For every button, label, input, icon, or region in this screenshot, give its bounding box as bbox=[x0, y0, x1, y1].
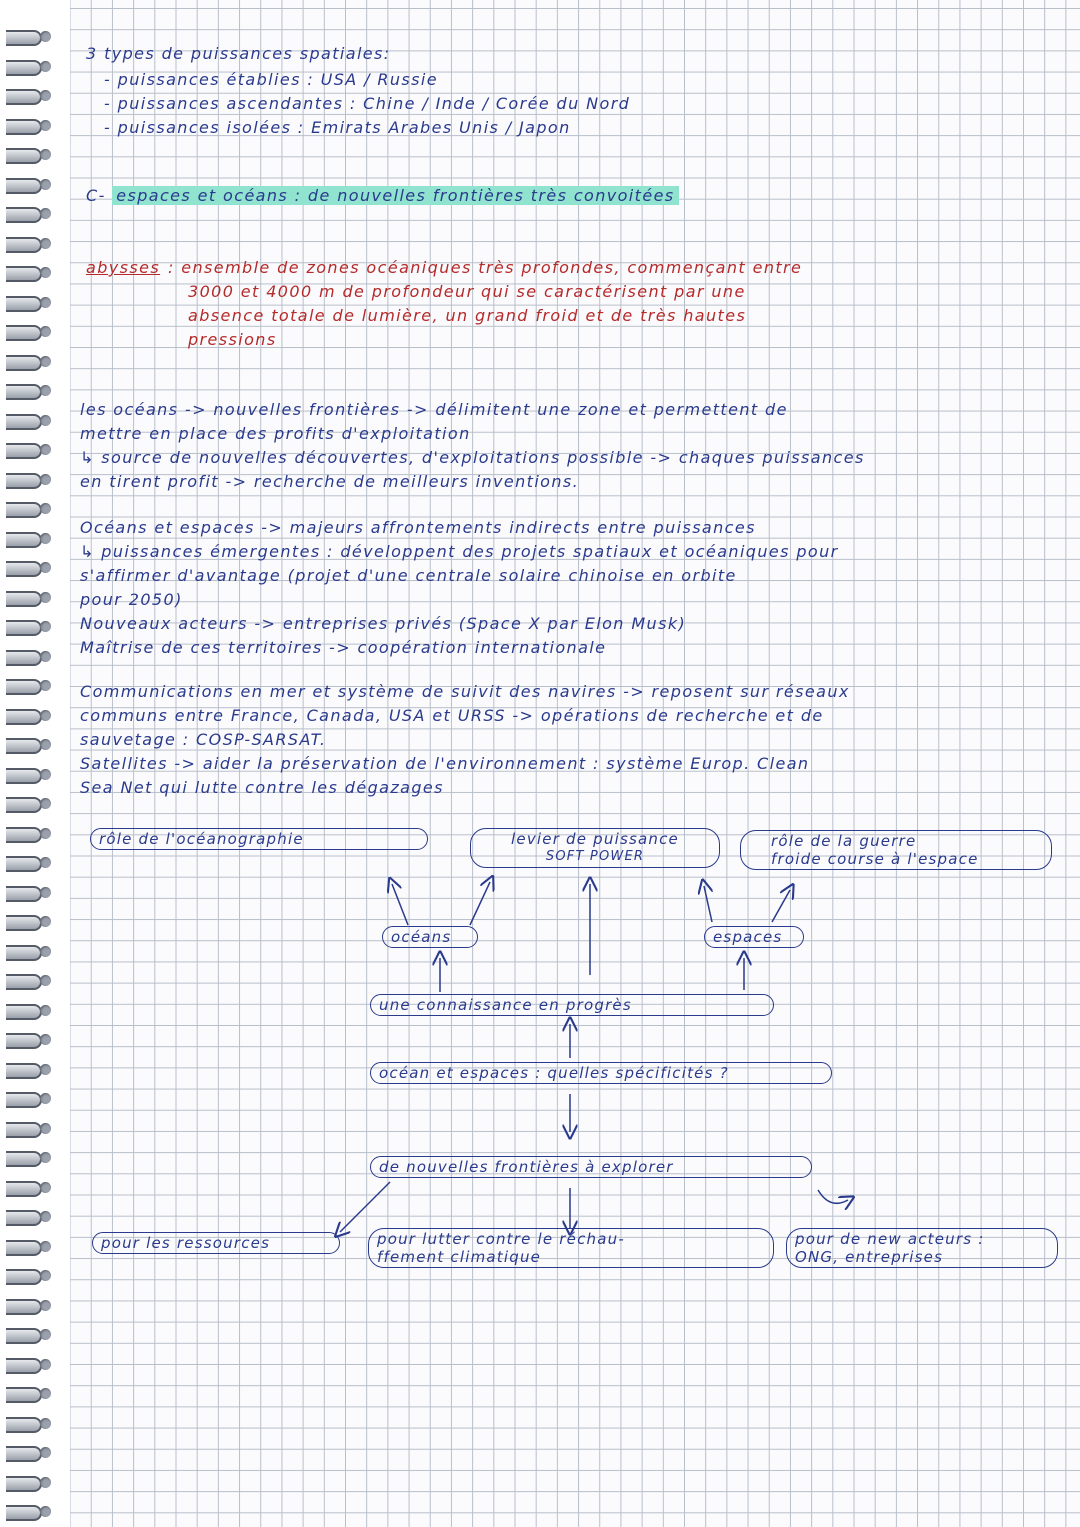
paragraph-line: pour 2050) bbox=[80, 590, 183, 609]
oceanographie-node: rôle de l'océanographie bbox=[90, 828, 428, 850]
specificites-node: océan et espaces : quelles spécificités ? bbox=[370, 1062, 832, 1084]
paragraph-line: en tirent profit -> recherche de meilleurs inventions. bbox=[80, 472, 580, 491]
definition-line: pressions bbox=[188, 330, 277, 349]
soft-power-label: SOFT POWER bbox=[545, 849, 645, 864]
paragraph-line: Nouveaux acteurs -> entreprises privés (Space X par Elon Musk) bbox=[80, 614, 687, 633]
types-item: - puissances ascendantes : Chine / Inde / Corée du Nord bbox=[104, 94, 631, 113]
paragraph-line: ↳ puissances émergentes : développent des projets spatiaux et océaniques pour bbox=[80, 542, 839, 561]
definition-line: : ensemble de zones océaniques très profondes, commençant entre bbox=[168, 258, 803, 277]
acteurs-line: pour de new acteurs : bbox=[795, 1230, 985, 1248]
climat-line: ffement climatique bbox=[377, 1248, 542, 1266]
section-prefix: C- bbox=[86, 186, 106, 205]
arrow bbox=[470, 882, 490, 925]
connaissance-node: une connaissance en progrès bbox=[370, 994, 774, 1016]
section-title: espaces et océans : de nouvelles frontières très convoitées bbox=[112, 186, 678, 205]
climat-node bbox=[368, 1228, 774, 1268]
paragraph-line: s'affirmer d'avantage (projet d'une centrale solaire chinoise en orbite bbox=[80, 566, 737, 585]
types-title: 3 types de puissances spatiales: bbox=[86, 44, 391, 63]
paragraph-line: communs entre France, Canada, USA et URSS -> opérations de recherche et de bbox=[80, 706, 824, 725]
paragraph-line: les océans -> nouvelles frontières -> délimitent une zone et permettent de bbox=[80, 400, 788, 419]
definition-term: abysses bbox=[86, 258, 161, 277]
paragraph-line: Maîtrise de ces territoires -> coopération internationale bbox=[80, 638, 607, 657]
arrow bbox=[772, 890, 790, 922]
paragraph-line: Océans et espaces -> majeurs affrontements indirects entre puissances bbox=[80, 518, 756, 537]
levier-label: levier de puissance bbox=[511, 830, 679, 848]
guerre-froide-label: rôle de la guerre bbox=[771, 832, 917, 850]
paragraph-line: ↳ source de nouvelles découvertes, d'exploitations possible -> chaques puissances bbox=[80, 448, 865, 467]
guerre-froide-node bbox=[740, 830, 1052, 870]
oceans-node: océans bbox=[382, 926, 478, 948]
climat-line: pour lutter contre le réchau- bbox=[377, 1230, 625, 1248]
paragraph-line: Sea Net qui lutte contre les dégazages bbox=[80, 778, 444, 797]
paragraph-line: mettre en place des profits d'exploitation bbox=[80, 424, 471, 443]
ressources-node: pour les ressources bbox=[92, 1232, 340, 1254]
course-espace-label: froide course à l'espace bbox=[771, 850, 979, 868]
paragraph-line: Satellites -> aider la préservation de l'environnement : système Europ. Clean bbox=[80, 754, 810, 773]
arrow bbox=[340, 1182, 390, 1232]
espaces-node: espaces bbox=[704, 926, 804, 948]
acteurs-node bbox=[786, 1228, 1058, 1268]
types-item: - puissances établies : USA / Russie bbox=[104, 70, 438, 89]
definition-line: absence totale de lumière, un grand froid et de très hautes bbox=[188, 306, 747, 325]
arrow bbox=[392, 884, 408, 925]
types-item: - puissances isolées : Emirats Arabes Unis / Japon bbox=[104, 118, 571, 137]
acteurs-line: ONG, entreprises bbox=[795, 1248, 944, 1266]
levier-node bbox=[470, 828, 720, 868]
paragraph-line: Communications en mer et système de suivit des navires -> reposent sur réseaux bbox=[80, 682, 850, 701]
arrow bbox=[818, 1190, 848, 1203]
paragraph-line: sauvetage : COSP-SARSAT. bbox=[80, 730, 327, 749]
frontieres-node: de nouvelles frontières à explorer bbox=[370, 1156, 812, 1178]
arrow bbox=[704, 886, 712, 922]
definition-line: 3000 et 4000 m de profondeur qui se caractérisent par une bbox=[188, 282, 746, 301]
